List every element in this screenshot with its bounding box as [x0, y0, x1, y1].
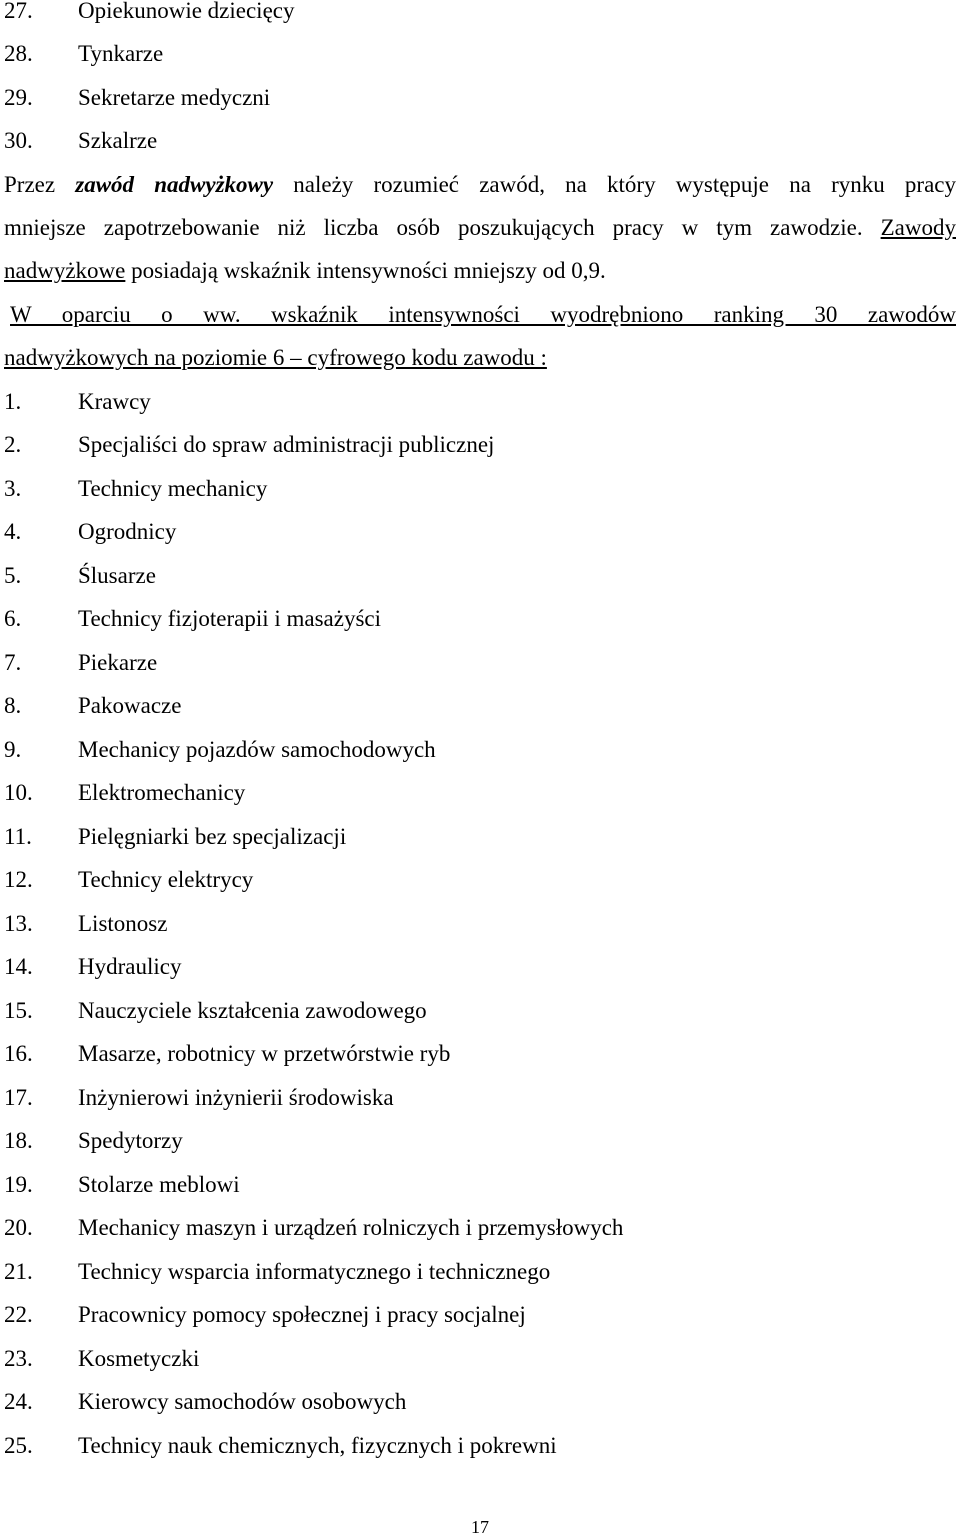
list-item-number: 24.	[4, 1389, 33, 1414]
list-item	[4, 0, 295, 26]
list-item-number: 20.	[4, 1215, 33, 1240]
list-item-number: 15.	[4, 998, 33, 1023]
list-item-text: Technicy nauk chemicznych, fizycznych i pokrewni	[78, 1433, 557, 1458]
list-item-text: Masarze, robotnicy w przetwórstwie ryb	[78, 1041, 451, 1066]
list-item	[4, 909, 167, 939]
list-item	[4, 1039, 450, 1069]
list-item-number: 21.	[4, 1259, 33, 1284]
list-item-text: Piekarze	[78, 650, 158, 675]
list-item-number: 23.	[4, 1346, 33, 1371]
list-item-text: Pielęgniarki bez specjalizacji	[78, 824, 347, 849]
list-item-text: Szkalrze	[78, 128, 158, 153]
list-item	[4, 996, 427, 1026]
list-item-number: 16.	[4, 1041, 33, 1066]
list-item-text: Pracownicy pomocy społecznej i pracy socjalnej	[78, 1302, 526, 1327]
list-item	[4, 1213, 623, 1243]
list-item-text: Stolarze meblowi	[78, 1172, 240, 1197]
list-item	[4, 648, 157, 678]
list-item	[4, 822, 346, 852]
list-item-number: 5.	[4, 563, 22, 588]
ranking-intro-line-2: nadwyżkowych na poziomie 6 – cyfrowego kodu zawodu :	[4, 345, 547, 370]
list-item-number: 25.	[4, 1433, 33, 1458]
list-item	[4, 430, 494, 460]
list-item	[4, 83, 270, 113]
list-item-text: Inżynierowi inżynierii środowiska	[78, 1085, 394, 1110]
definition-text: należy rozumieć zawód, na który występuje na rynku pracy	[273, 172, 956, 197]
page-number: 17	[471, 1517, 489, 1537]
list-item-number: 3.	[4, 476, 22, 501]
list-item-text: Krawcy	[78, 389, 151, 414]
list-item-text: Elektromechanicy	[78, 780, 246, 805]
list-item-number: 18.	[4, 1128, 33, 1153]
list-item-text: Ślusarze	[78, 563, 156, 588]
list-item-number: 6.	[4, 606, 22, 631]
list-item-number: 8.	[4, 693, 22, 718]
list-item	[4, 1387, 406, 1417]
list-item-number: 29.	[4, 85, 33, 110]
list-item-number: 19.	[4, 1172, 33, 1197]
list-item-number: 27.	[4, 0, 33, 23]
list-item-number: 12.	[4, 867, 33, 892]
list-item	[4, 778, 245, 808]
list-item-text: Technicy elektrycy	[78, 867, 254, 892]
ranking-intro-line-1: W oparciu o ww. wskaźnik intensywności wyodrębniono ranking 30 zawodów	[10, 302, 956, 327]
list-item-number: 11.	[4, 824, 32, 849]
list-item-number: 13.	[4, 911, 33, 936]
list-item-number: 1.	[4, 389, 22, 414]
list-item-text: Pakowacze	[78, 693, 182, 718]
definition-text: posiadają wskaźnik intensywności mniejszy od 0,9.	[125, 258, 606, 283]
list-item-number: 14.	[4, 954, 33, 979]
list-item-number: 10.	[4, 780, 33, 805]
definition-underlined-text: nadwyżkowe	[4, 258, 126, 283]
list-item-text: Technicy wsparcia informatycznego i technicznego	[78, 1259, 551, 1284]
list-item	[4, 474, 267, 504]
list-item	[4, 735, 436, 765]
list-item-number: 9.	[4, 737, 22, 762]
definition-line-2	[4, 213, 956, 243]
list-item-text: Tynkarze	[78, 41, 164, 66]
list-item-text: Hydraulicy	[78, 954, 182, 979]
list-item-text: Mechanicy pojazdów samochodowych	[78, 737, 436, 762]
definition-term: zawód nadwyżkowy	[75, 172, 274, 197]
list-item	[4, 1170, 240, 1200]
list-item	[4, 39, 163, 69]
list-item-text: Mechanicy maszyn i urządzeń rolniczych i przemysłowych	[78, 1215, 624, 1240]
list-item-text: Technicy mechanicy	[78, 476, 268, 501]
list-item	[4, 1431, 557, 1461]
definition-text: Przez	[4, 172, 76, 197]
list-item	[4, 865, 253, 895]
list-item-number: 7.	[4, 650, 22, 675]
definition-line-1	[4, 170, 956, 200]
list-item-text: Sekretarze medyczni	[78, 85, 271, 110]
list-item-text: Specjaliści do spraw administracji publicznej	[78, 432, 495, 457]
list-item-text: Spedytorzy	[78, 1128, 183, 1153]
list-item	[4, 561, 156, 591]
definition-underlined-text: Zawody	[880, 215, 956, 240]
list-item	[4, 691, 181, 721]
definition-line-3	[4, 256, 956, 286]
list-item-number: 28.	[4, 41, 33, 66]
list-item-text: Nauczyciele kształcenia zawodowego	[78, 998, 427, 1023]
list-item-number: 30.	[4, 128, 33, 153]
definition-text: mniejsze zapotrzebowanie niż liczba osób poszukujących pracy w tym zawodzie.	[4, 215, 881, 240]
list-item-number: 22.	[4, 1302, 33, 1327]
list-item-number: 2.	[4, 432, 22, 457]
list-item	[4, 1257, 550, 1287]
list-item	[4, 1126, 183, 1156]
list-item	[4, 387, 151, 417]
list-item-text: Kierowcy samochodów osobowych	[78, 1389, 407, 1414]
list-item	[4, 126, 157, 156]
list-item-number: 4.	[4, 519, 22, 544]
list-item-text: Listonosz	[78, 911, 168, 936]
list-item-number: 17.	[4, 1085, 33, 1110]
list-item-text: Kosmetyczki	[78, 1346, 200, 1371]
list-item	[4, 1344, 199, 1374]
list-item-text: Opiekunowie dziecięcy	[78, 0, 295, 23]
list-item	[4, 952, 181, 982]
list-item	[4, 604, 381, 634]
list-item	[4, 517, 176, 547]
list-item	[4, 1300, 526, 1330]
list-item-text: Technicy fizjoterapii i masażyści	[78, 606, 382, 631]
list-item-text: Ogrodnicy	[78, 519, 177, 544]
list-item	[4, 1083, 394, 1113]
